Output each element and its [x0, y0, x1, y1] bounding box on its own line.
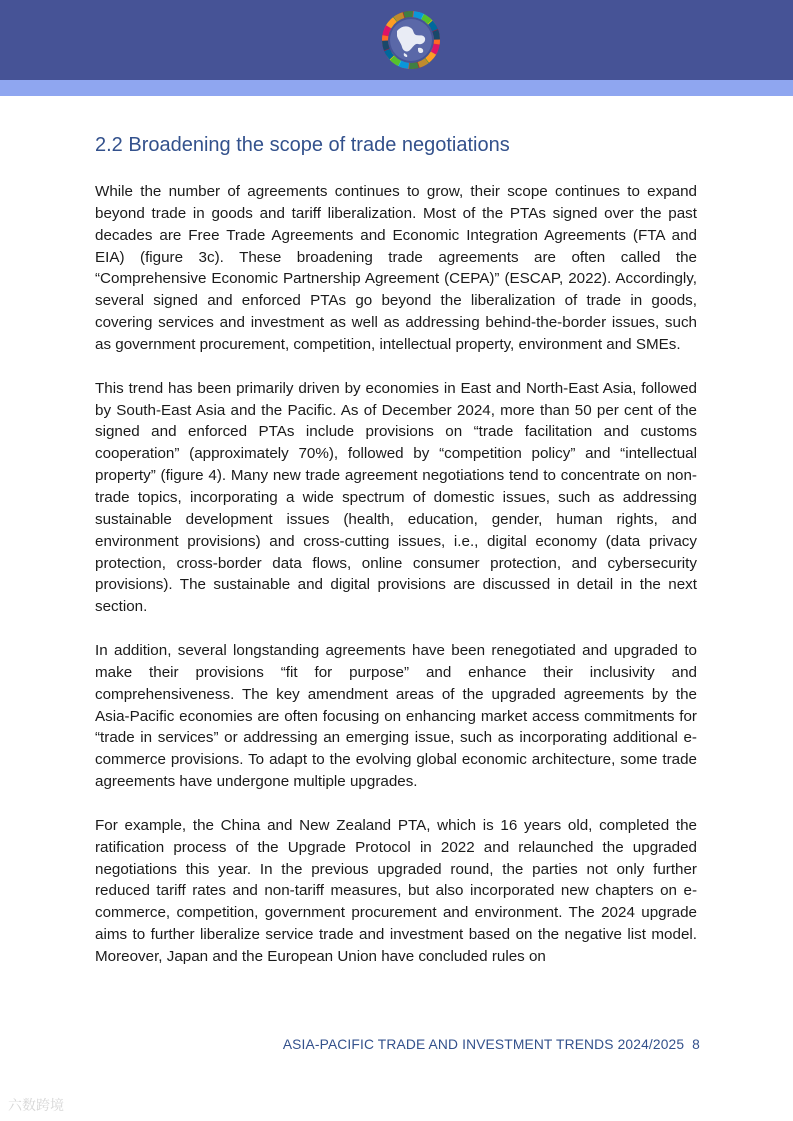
header-accent-strip	[0, 80, 793, 96]
page-footer	[0, 1037, 700, 1052]
paragraph: This trend has been primarily driven by economies in East and North-East Asia, followed by South-East Asia and the Pacific. As of December 2024, more than 50 per cent of the signed and enforced PTAs include provisions on “trade facilitation and customs cooperation” (approximately 70%), followed by “competition policy” and “intellectual property” (figure 4). Many new trade agreement negotiations tend to concentrate on non-trade topics, incorporating a wide spectrum of domestic issues, such as addressing sustainable development issues (health, education, gender, human rights, and environment provisions) and cross-cutting issues, i.e., digital economy (data privacy protection, cross-border data flows, online consumer protection, and cybersecurity provisions). The sustainable and digital provisions are discussed in detail in the next section.	[95, 379, 697, 616]
body-text	[95, 181, 697, 990]
watermark: 六数跨境	[8, 1097, 64, 1113]
section-title: 2.2 Broadening the scope of trade negotiations	[95, 134, 510, 156]
paragraph: In addition, several longstanding agreements have been renegotiated and upgraded to make their provisions “fit for purpose” and enhance their inclusivity and comprehensiveness. The key amendment areas of the upgraded agreements by the Asia-Pacific economies are often focusing on enhancing market access commitments for “trade in services” or addressing an emerging issue, such as incorporating additional e-commerce provisions. To adapt to the evolving global economic architecture, some trade agreements have undergone multiple upgrades.	[95, 642, 697, 791]
paragraph: While the number of agreements continues to grow, their scope continues to expand beyond trade in goods and tariff liberalization. Most of the PTAs signed over the past decades are Free Trade Agreements and Economic Integration Agreements (FTA and EIA) (figure 3c). These broadening trade agreements are often called the “Comprehensive Economic Partnership Agreement (CEPA)” (ESCAP, 2022). Accordingly, several signed and enforced PTAs go beyond the liberalization of trade in goods, covering services and investment as well as addressing behind-the-border issues, such as government procurement, competition, intellectual property, environment and SMEs.	[95, 183, 697, 353]
page-number: 8	[692, 1037, 700, 1052]
globe-sdg-wheel-icon	[380, 9, 442, 71]
report-title: ASIA-PACIFIC TRADE AND INVESTMENT TRENDS 2024/2025	[282, 1037, 685, 1052]
paragraph: For example, the China and New Zealand PTA, which is 16 years old, completed the ratification process of the Upgrade Protocol in 2022 and relaunched the upgraded negotiations this year. In the previous upgraded round, the parties not only further reduced tariff rates and non-tariff measures, but also incorporated new chapters on e-commerce, competition, government procurement and environment. The 2024 upgrade aims to further liberalize service trade and investment based on the negative list model. Moreover, Japan and the European Union have concluded rules on	[95, 816, 697, 965]
